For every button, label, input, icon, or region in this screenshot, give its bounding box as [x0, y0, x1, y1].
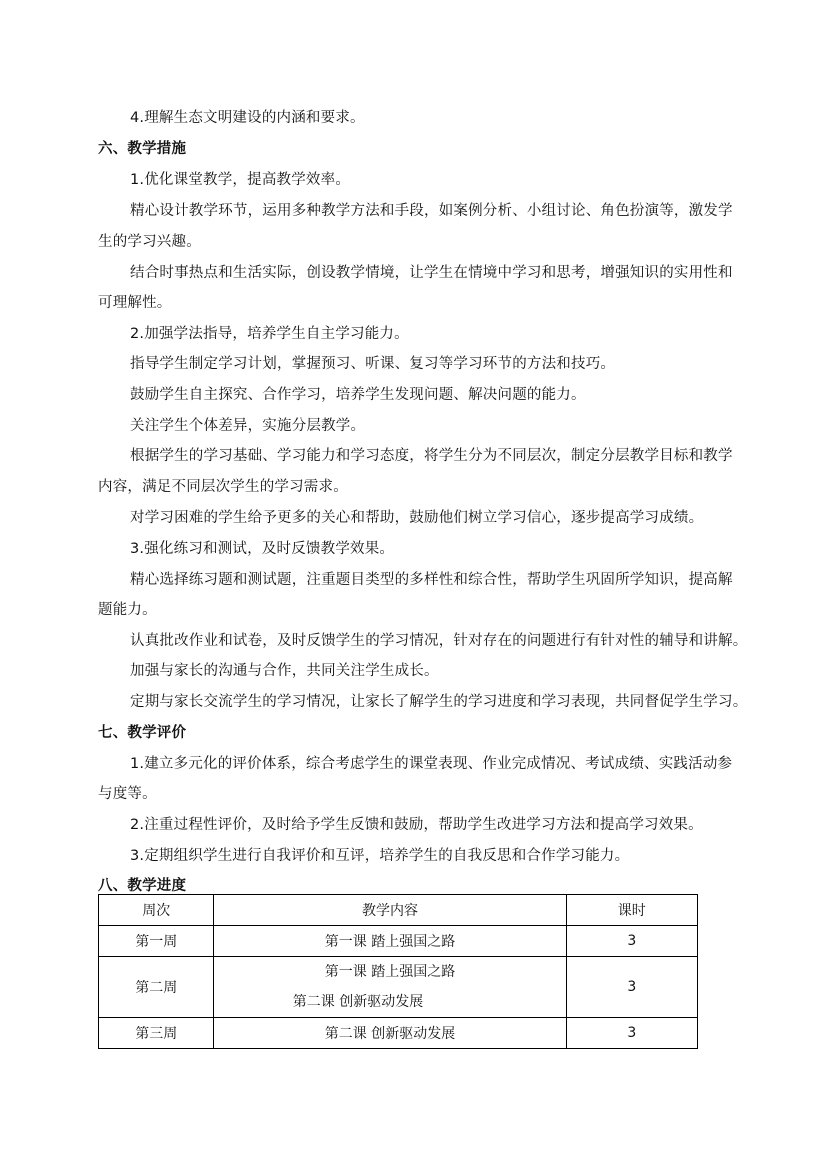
cell-hours: 3	[566, 926, 697, 957]
subheading-optimize-teaching: 1.优化课堂教学，提高教学效率。	[130, 172, 351, 188]
paragraph-exercises-line1: 精心选择练习题和测试题，注重题目类型的多样性和综合性，帮助学生巩固所学知识，提高解	[130, 572, 733, 588]
paragraph-context-line2: 可理解性。	[98, 295, 172, 311]
paragraph-inquiry: 鼓励学生自主探究、合作学习，培养学生发现问题、解决问题的能力。	[130, 387, 586, 403]
cell-hours: 3	[566, 1018, 697, 1049]
paragraph-struggling-students: 对学习困难的学生给予更多的关心和帮助，鼓励他们树立学习信心，逐步提高学习成绩。	[130, 510, 704, 526]
paragraph-eval-1-line2: 与度等。	[98, 786, 157, 802]
section-heading-evaluation: 七、教学评价	[98, 725, 187, 741]
header-week: 周次	[99, 895, 214, 926]
paragraph-differences: 关注学生个体差异，实施分层教学。	[130, 418, 366, 434]
paragraph-layered-line1: 根据学生的学习基础、学习能力和学习态度，将学生分为不同层次，制定分层教学目标和教学	[130, 448, 733, 464]
paragraph-grading: 认真批改作业和试卷，及时反馈学生的学习情况，针对存在的问题进行有针对性的辅导和讲解。	[130, 633, 748, 649]
section-heading-schedule: 八、教学进度	[98, 878, 187, 894]
subheading-study-guidance: 2.加强学法指导，培养学生自主学习能力。	[130, 326, 409, 342]
cell-week: 第一周	[99, 926, 214, 957]
paragraph-eval-2: 2.注重过程性评价，及时给予学生反馈和鼓励，帮助学生改进学习方法和提高学习效果。	[130, 817, 703, 833]
paragraph-study-plan: 指导学生制定学习计划，掌握预习、听课、复习等学习环节的方法和技巧。	[130, 356, 616, 372]
paragraph-eval-3: 3.定期组织学生进行自我评价和互评，培养学生的自我反思和合作学习能力。	[130, 848, 630, 864]
cell-week: 第二周	[99, 957, 214, 1018]
paragraph-layered-line2: 内容，满足不同层次学生的学习需求。	[98, 479, 348, 495]
paragraph-goal-4: 4.理解生态文明建设的内涵和要求。	[130, 110, 365, 126]
paragraph-parents: 加强与家长的沟通与合作，共同关注学生成长。	[130, 663, 439, 679]
cell-content	[214, 957, 566, 1018]
paragraph-eval-1-line1: 1.建立多元化的评价体系，综合考虑学生的课堂表现、作业完成情况、考试成绩、实践活动参	[130, 756, 733, 772]
paragraph-design-line1: 精心设计教学环节，运用多种教学方法和手段，如案例分析、小组讨论、角色扮演等，激发学	[130, 203, 733, 219]
cell-content: 第二课 创新驱动发展	[214, 1018, 566, 1049]
table-row	[99, 1018, 698, 1049]
table-row	[99, 926, 698, 957]
section-heading-measures: 六、教学措施	[98, 141, 187, 157]
paragraph-design-line2: 生的学习兴趣。	[98, 234, 201, 250]
header-content: 教学内容	[214, 895, 566, 926]
paragraph-exercises-line2: 题能力。	[98, 602, 157, 618]
subheading-practice-testing: 3.强化练习和测试，及时反馈教学效果。	[130, 541, 395, 557]
cell-content-line: 第二课 创新驱动发展	[292, 994, 424, 1010]
paragraph-parent-communication: 定期与家长交流学生的学习情况，让家长了解学生的学习进度和学习表现，共同督促学生学习。	[130, 694, 748, 710]
table-row	[99, 957, 698, 1018]
cell-content-line: 第一课 踏上强国之路	[324, 964, 456, 980]
paragraph-context-line1: 结合时事热点和生活实际，创设教学情境，让学生在情境中学习和思考，增强知识的实用性和	[130, 265, 733, 281]
cell-week: 第三周	[99, 1018, 214, 1049]
table-header-row	[99, 895, 698, 926]
header-hours: 课时	[566, 895, 697, 926]
schedule-table	[98, 894, 698, 1049]
cell-hours: 3	[566, 957, 697, 1018]
cell-content: 第一课 踏上强国之路	[214, 926, 566, 957]
